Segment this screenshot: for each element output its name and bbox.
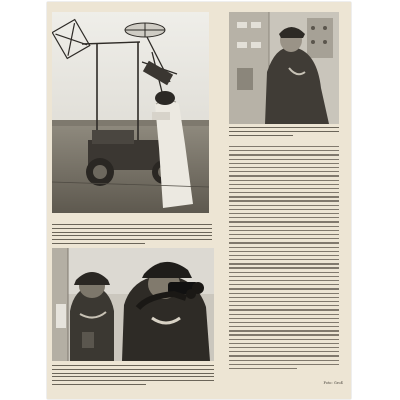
caption-line bbox=[52, 224, 212, 225]
article-text-line bbox=[229, 364, 339, 365]
article-text-line bbox=[229, 200, 339, 201]
article-text-line bbox=[229, 263, 339, 264]
caption-line bbox=[52, 243, 145, 244]
photo-radar-antenna bbox=[52, 12, 209, 213]
article-text-line bbox=[229, 242, 339, 243]
article-text-line bbox=[229, 159, 339, 160]
photo-officers-binoculars-image bbox=[52, 248, 214, 361]
article-text-line bbox=[229, 188, 339, 189]
caption-line bbox=[52, 232, 212, 233]
article-text-line bbox=[229, 368, 297, 369]
article-text-line bbox=[229, 226, 339, 227]
article-text-line bbox=[229, 284, 339, 285]
article-text-line bbox=[229, 180, 339, 181]
caption-line bbox=[52, 384, 146, 385]
article-text-line bbox=[229, 150, 339, 151]
article-text-line bbox=[229, 305, 339, 306]
article-text-line bbox=[229, 167, 339, 168]
photo-radar-antenna-caption bbox=[52, 224, 212, 247]
article-text-line bbox=[229, 351, 339, 352]
article-text-line bbox=[229, 267, 339, 268]
article-text-line bbox=[229, 301, 339, 302]
caption-line bbox=[229, 127, 339, 128]
article-text-line bbox=[229, 347, 339, 348]
article-text-line bbox=[229, 192, 339, 193]
article-text-line bbox=[229, 255, 339, 256]
article-text-line bbox=[229, 163, 339, 164]
caption-line bbox=[52, 235, 212, 236]
article-text-line bbox=[229, 238, 339, 239]
article-text-line bbox=[229, 247, 339, 248]
article-text-line bbox=[229, 309, 339, 310]
article-text-line bbox=[229, 217, 339, 218]
article-text-line bbox=[229, 251, 339, 252]
article-text-line bbox=[229, 221, 339, 222]
article-text-line bbox=[229, 318, 339, 319]
article-text-line bbox=[229, 339, 339, 340]
article-text-line bbox=[229, 297, 339, 298]
article-text-line bbox=[229, 360, 339, 361]
article-text-line bbox=[229, 343, 339, 344]
article-text-line bbox=[229, 259, 339, 260]
article-text-line bbox=[229, 293, 339, 294]
article-text-line bbox=[229, 234, 339, 235]
article-text-line bbox=[229, 171, 339, 172]
article-text-line bbox=[229, 196, 339, 197]
photo-officers-binoculars bbox=[52, 248, 214, 361]
article-text-line bbox=[229, 184, 339, 185]
photo-soldier-panel-image bbox=[229, 12, 339, 124]
magazine-page bbox=[47, 2, 351, 399]
article-text-line bbox=[229, 230, 339, 231]
article-text-line bbox=[229, 288, 339, 289]
article-text-line bbox=[229, 326, 339, 327]
article-text-line bbox=[229, 330, 339, 331]
article-text-line bbox=[229, 175, 339, 176]
caption-line bbox=[52, 369, 214, 370]
caption-line bbox=[52, 376, 214, 377]
article-text-column bbox=[229, 146, 339, 372]
caption-line bbox=[52, 228, 212, 229]
article-text-line bbox=[229, 213, 339, 214]
photo-soldier-panel bbox=[229, 12, 339, 124]
photo-radar-antenna-image bbox=[52, 12, 209, 213]
article-text-line bbox=[229, 154, 339, 155]
article-text-line bbox=[229, 272, 339, 273]
article-text-line bbox=[229, 334, 339, 335]
article-text-line bbox=[229, 146, 339, 147]
article-text-line bbox=[229, 280, 339, 281]
article-text-line bbox=[229, 314, 339, 315]
photo-soldier-panel-caption bbox=[229, 127, 339, 138]
caption-line bbox=[52, 365, 214, 366]
caption-line bbox=[229, 131, 339, 132]
photographer-credit: Foto: Groß bbox=[323, 381, 343, 385]
caption-line bbox=[52, 239, 212, 240]
caption-line bbox=[52, 373, 214, 374]
article-text-line bbox=[229, 276, 339, 277]
photo-officers-binoculars-caption bbox=[52, 365, 214, 388]
caption-line bbox=[52, 380, 214, 381]
article-text-line bbox=[229, 322, 339, 323]
article-text-line bbox=[229, 355, 339, 356]
caption-line bbox=[229, 135, 293, 136]
article-text-line bbox=[229, 205, 339, 206]
article-text-line bbox=[229, 209, 339, 210]
